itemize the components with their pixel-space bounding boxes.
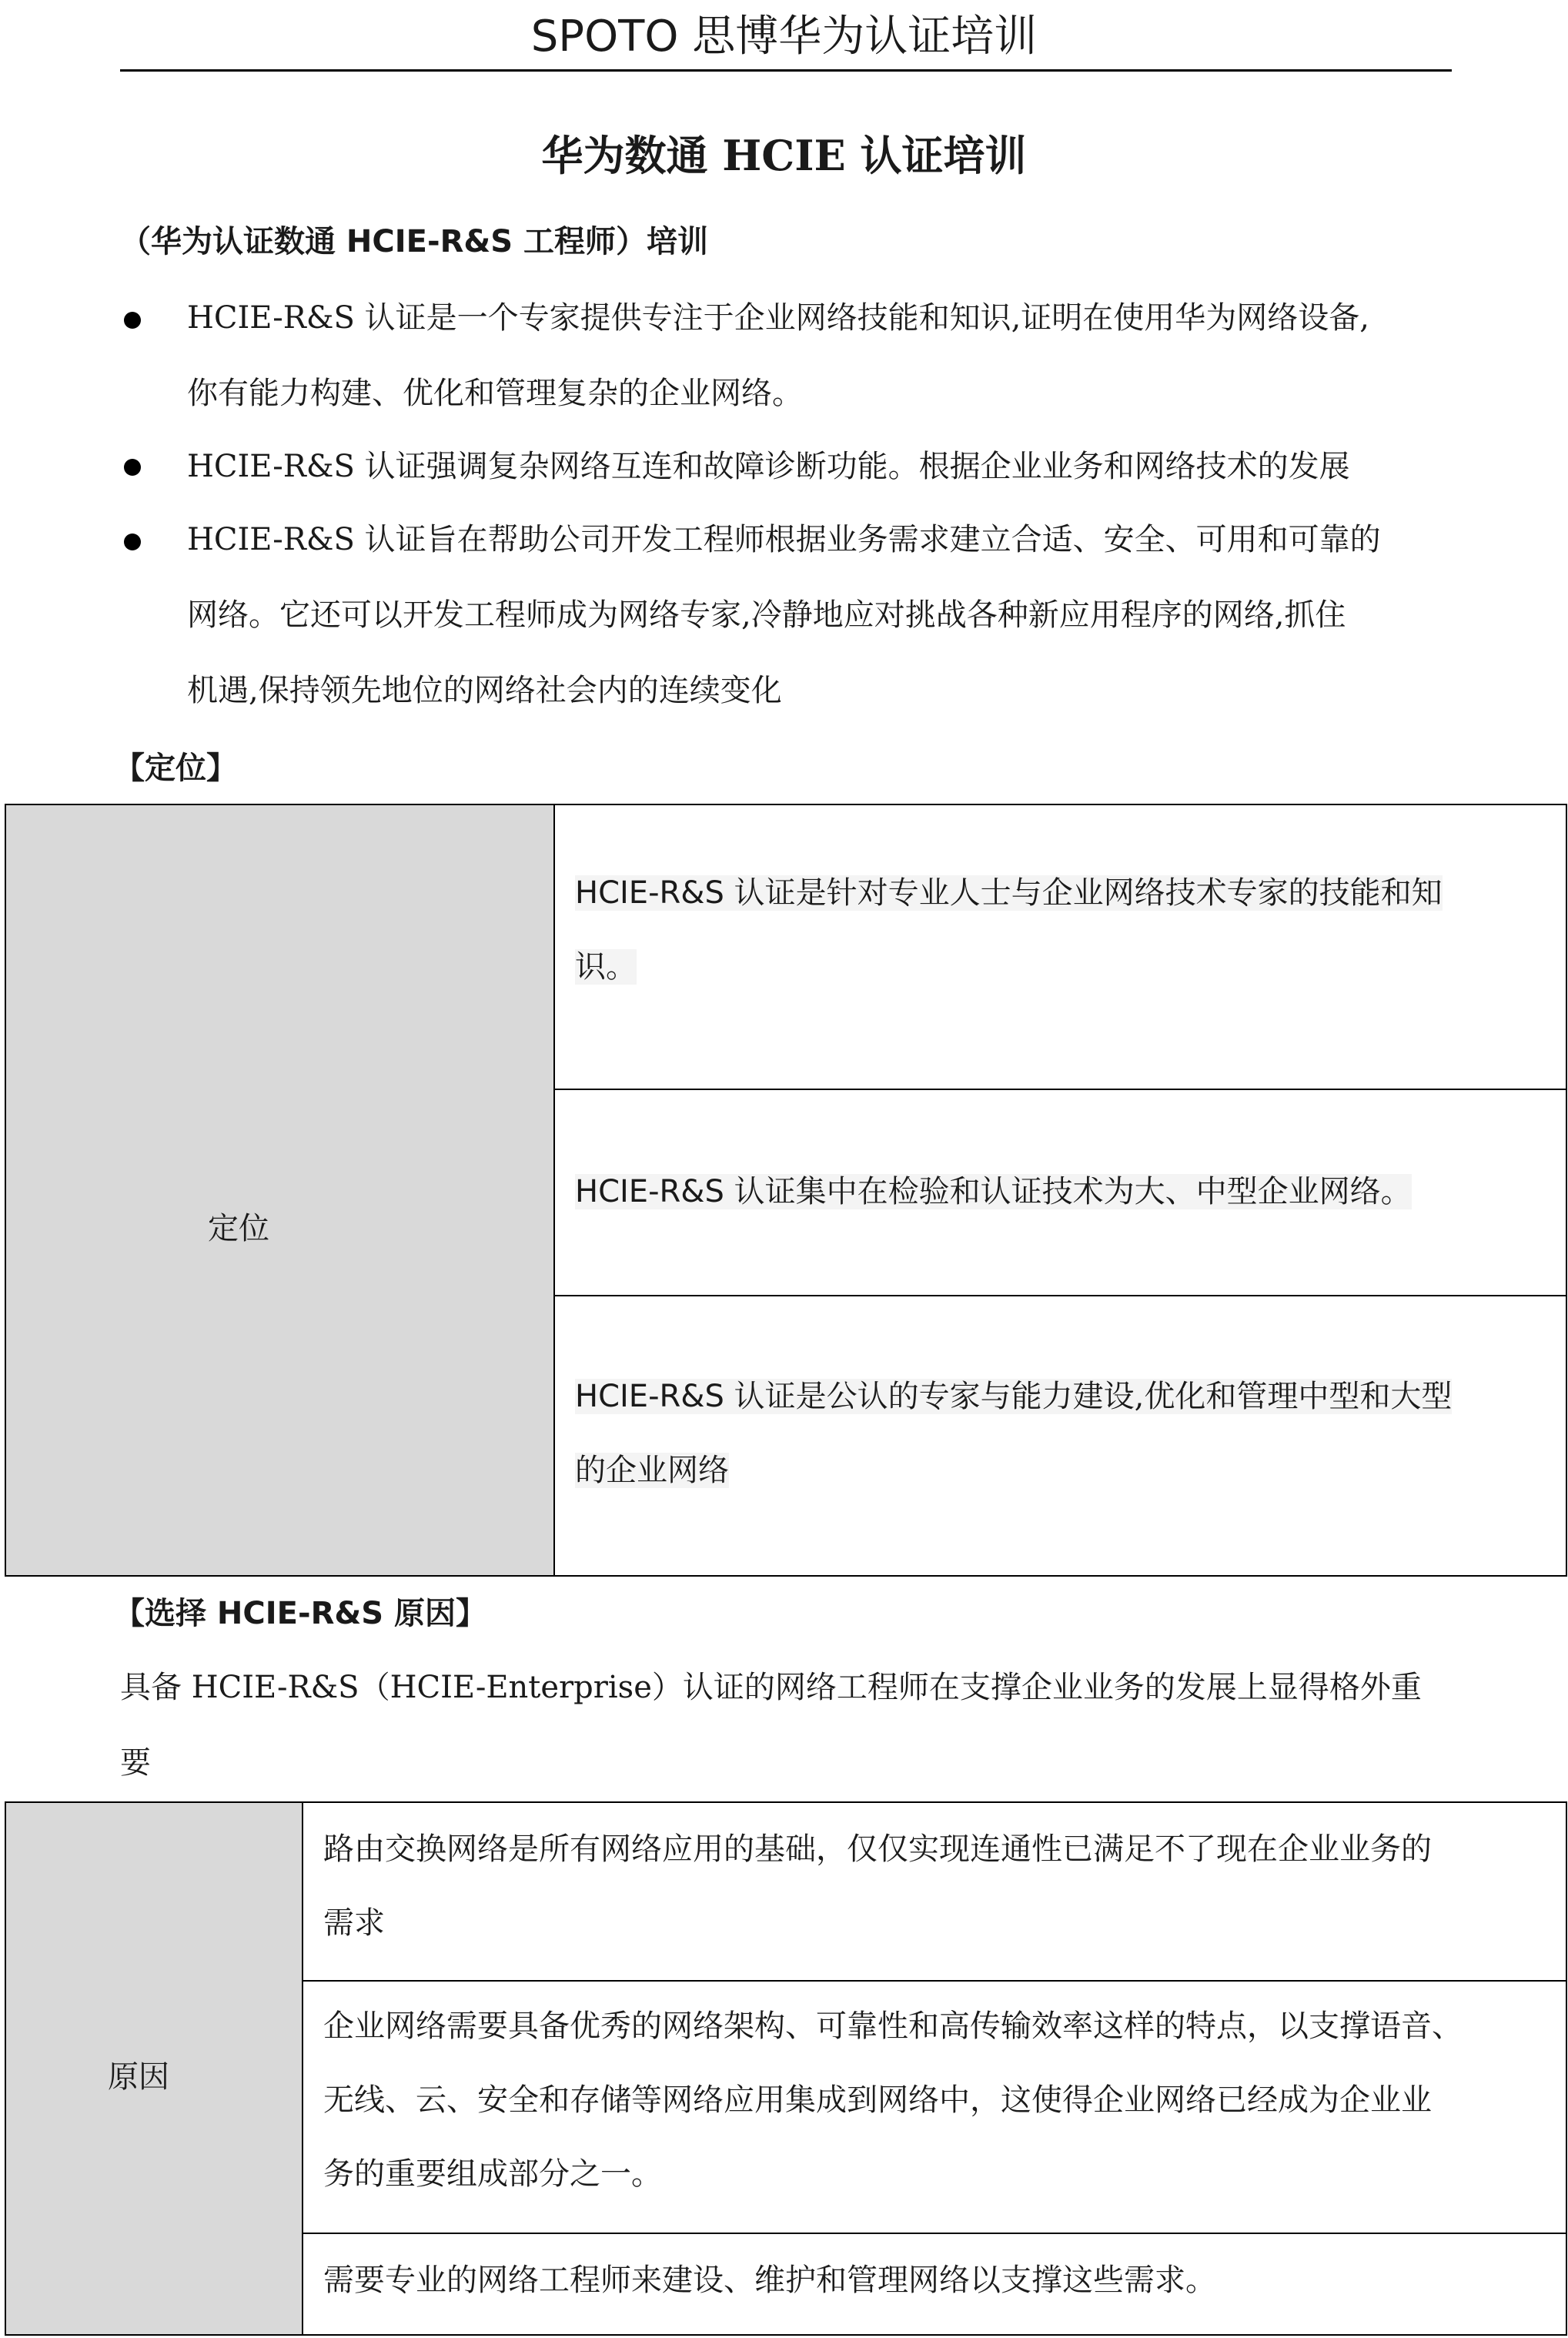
bullet-1-line-2: 你有能力构建、优化和管理复杂的企业网络。 [187, 376, 803, 411]
bullet-1-line-1: HCIE-R&S 认证是一个专家提供专注于企业网络技能和知识,证明在使用华为网络设备, [187, 300, 1370, 336]
bullet-3-line-3: 机遇,保持领先地位的网络社会内的连续变化 [187, 673, 782, 708]
positioning-table [5, 804, 1567, 1577]
reasons-row-1-text-1: 路由交换网络是所有网络应用的基础，仅仅实现连通性已满足不了现在企业业务的 [323, 1831, 1432, 1867]
reasons-row [303, 1980, 1566, 2233]
reasons-content [303, 1803, 1566, 2334]
reasons-label: 原因 [108, 2059, 169, 2095]
header-divider [120, 69, 1452, 72]
reasons-row-2-text-1: 企业网络需要具备优秀的网络架构、可靠性和高传输效率这样的特点，以支撑语音、 [323, 2009, 1463, 2044]
positioning-row [555, 1089, 1566, 1295]
bullet-2-line-1: HCIE-R&S 认证强调复杂网络互连和故障诊断功能。根据企业业务和网络技术的发展 [187, 449, 1350, 484]
cert-code: HCIE-R&S [575, 1379, 724, 1414]
positioning-heading: 【定位】 [114, 751, 237, 786]
bullet-icon [124, 533, 141, 550]
positioning-label: 定位 [208, 1211, 269, 1246]
bullet-3-line-1: HCIE-R&S 认证旨在帮助公司开发工程师根据业务需求建立合适、安全、可用和可靠的 [187, 522, 1381, 557]
reasons-intro-line-2: 要 [120, 1745, 151, 1781]
positioning-row-3-text-2: 的企业网络 [575, 1453, 729, 1488]
positioning-row-1-text-1: 认证是针对专业人士与企业网络技术专家的技能和知 [724, 875, 1443, 911]
reasons-row-3-text-1: 需要专业的网络工程师来建设、维护和管理网络以支撑这些需求。 [323, 2263, 1216, 2298]
bullet-icon [124, 312, 141, 329]
document-subtitle: （华为认证数通 HCIE-R&S 工程师）培训 [120, 224, 708, 259]
reasons-intro-line-1: 具备 HCIE-R&S（HCIE-Enterprise）认证的网络工程师在支撑企业业务的发展上显得格外重 [120, 1670, 1422, 1705]
positioning-content [555, 805, 1566, 1575]
positioning-row-2-text-1: 认证集中在检验和认证技术为大、中型企业网络。 [724, 1174, 1412, 1209]
reasons-row-2-text-2: 无线、云、安全和存储等网络应用集成到网络中，这使得企业网络已经成为企业业 [323, 2082, 1432, 2118]
positioning-row [555, 1295, 1566, 1575]
positioning-row [555, 805, 1566, 1089]
document-title: 华为数通 HCIE 认证培训 [541, 131, 1027, 180]
bullet-3-line-2: 网络。它还可以开发工程师成为网络专家,冷静地应对挑战各种新应用程序的网络,抓住 [187, 597, 1346, 633]
positioning-label-cell [6, 805, 555, 1575]
reasons-row [303, 2233, 1566, 2334]
cert-code: HCIE-R&S [575, 1174, 724, 1209]
reasons-row [303, 1803, 1566, 1980]
positioning-row-3-text-1: 认证是公认的专家与能力建设,优化和管理中型和大型 [724, 1379, 1453, 1414]
reasons-row-2-text-3: 务的重要组成部分之一。 [323, 2156, 662, 2192]
reasons-table [5, 1801, 1567, 2336]
positioning-row-1-text-2: 识。 [575, 949, 637, 985]
reasons-row-1-text-2: 需求 [323, 1905, 385, 1941]
reasons-label-cell [6, 1803, 303, 2334]
page-header-title: SPOTO 思博华为认证培训 [530, 12, 1038, 62]
bullet-icon [124, 459, 141, 476]
reasons-heading: 【选择 HCIE-R&S 原因】 [114, 1596, 486, 1631]
cert-code: HCIE-R&S [575, 875, 724, 911]
